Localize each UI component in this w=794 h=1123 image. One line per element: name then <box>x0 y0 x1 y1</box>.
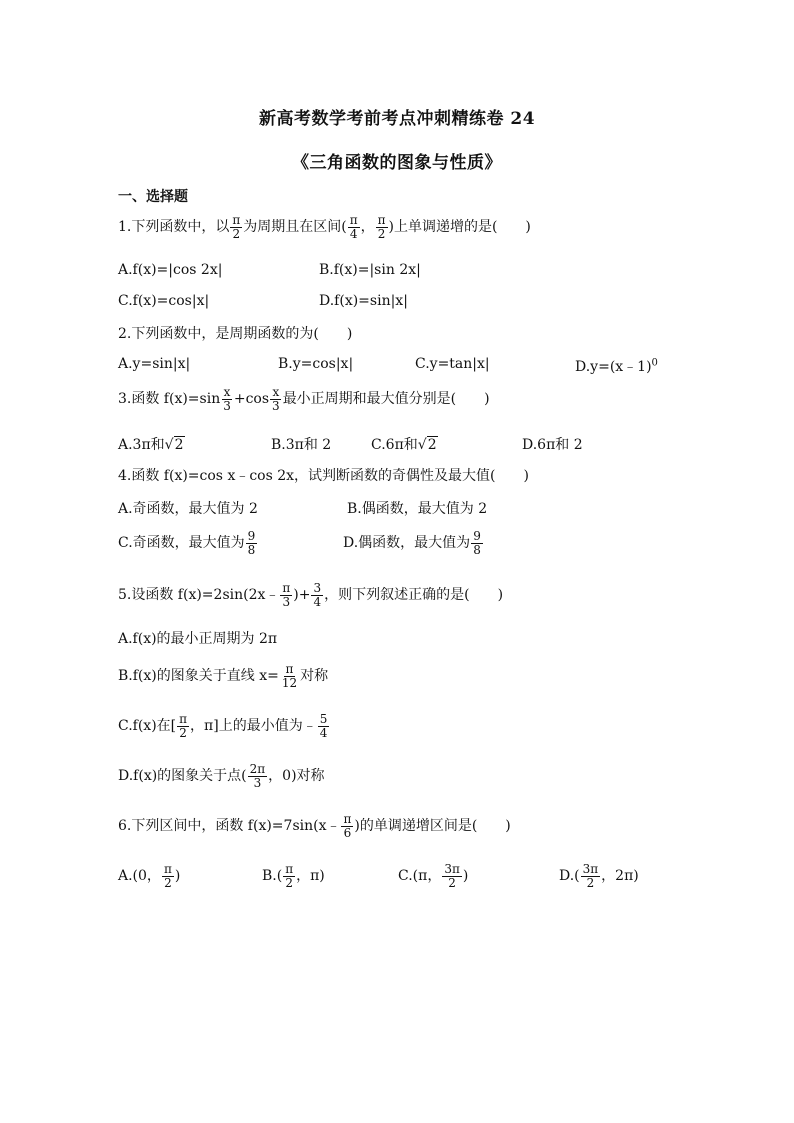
q2-option-c: C.y=tan|x| <box>415 356 490 372</box>
q5-fraction-1: $\frac{\pi}{3}$ <box>282 581 291 609</box>
question-2: 2.下列函数中，是周期函数的为( ) <box>118 326 353 342</box>
q4-option-d: D.偶函数，最大值为 $\frac{9}{8}$ <box>343 529 481 557</box>
q1-fraction-3: $\frac{\pi}{2}$ <box>377 213 386 241</box>
question-1: 1.下列函数中，以 $\frac{\pi}{2}$ 为周期且在区间( $\frac{\pi}{4}$ ， $\frac{\pi}{2}$ )上单调递增的是( ) <box>118 213 531 241</box>
q1-option-c: C.f(x)=cos|x| <box>118 293 210 309</box>
page-subtitle: 《三角函数的图象与性质》 <box>292 153 502 173</box>
q1-option-b: B.f(x)=|sin 2x| <box>319 262 421 278</box>
q5-option-a: A.f(x)的最小正周期为 2π <box>118 631 278 647</box>
q1-fraction-2: $\frac{\pi}{4}$ <box>349 213 358 241</box>
q6-option-b: B.( $\frac{\pi}{2}$ ，π) <box>262 862 325 890</box>
q3-fraction-1: $\frac{x}{3}$ <box>223 385 231 413</box>
q3-fraction-2: $\frac{x}{3}$ <box>272 385 280 413</box>
q1-text-prefix: 1.下列函数中，以 <box>118 219 230 236</box>
section-heading: 一、选择题 <box>118 189 188 205</box>
q4-option-a: A.奇函数，最大值为 2 <box>118 501 258 517</box>
q3-option-a: A.3π和√2 <box>118 437 184 453</box>
question-5: 5.设函数 f(x)=2sin(2x﹣ $\frac{\pi}{3}$ )+ $\frac{3}{4}$ ，则下列叙述正确的是( ) <box>118 581 504 609</box>
q1-text-mid: 为周期且在区间( <box>243 219 347 236</box>
q3-option-c: C.6π和√2 <box>371 437 437 453</box>
q1-option-a: A.f(x)=|cos 2x| <box>118 262 223 278</box>
q5-option-c: C.f(x)在[ $\frac{\pi}{2}$ ，π]上的最小值为﹣ $\frac{5}{4}$ <box>118 712 328 740</box>
question-4: 4.函数 f(x)=cos x﹣cos 2x，试判断函数的奇偶性及最大值( ) <box>118 468 529 484</box>
sqrt-symbol: √2 <box>417 437 437 453</box>
q6-option-d: D.( $\frac{3\pi}{2}$ ，2π) <box>559 862 639 890</box>
q6-option-c: C.(π， $\frac{3\pi}{2}$ ) <box>398 862 469 890</box>
q4-option-b: B.偶函数，最大值为 2 <box>347 501 488 517</box>
q2-option-b: B.y=cos|x| <box>278 356 354 372</box>
q1-option-d: D.f(x)=sin|x| <box>319 293 408 309</box>
page-title: 新高考数学考前考点冲刺精练卷 24 <box>258 109 536 129</box>
q5-option-d: D.f(x)的图象关于点( $\frac{2\pi}{3}$ ，0)对称 <box>118 762 325 790</box>
q5-option-b: B.f(x)的图象关于直线 x= $\frac{\pi}{12}$ 对称 <box>118 662 329 690</box>
q5-fraction-2: $\frac{3}{4}$ <box>313 581 322 609</box>
q3-option-b: B.3π和 2 <box>271 437 332 453</box>
q6-option-a: A.(0， $\frac{\pi}{2}$ ) <box>118 862 181 890</box>
q2-option-d: D.y=(x﹣1)$^0$ <box>575 357 658 375</box>
q1-text-suffix: )上单调递增的是( ) <box>388 219 531 236</box>
sqrt-symbol: √2 <box>164 437 184 453</box>
q3-option-d: D.6π和 2 <box>522 437 583 453</box>
q2-option-a: A.y=sin|x| <box>118 356 191 372</box>
q4-option-c: C.奇函数，最大值为 $\frac{9}{8}$ <box>118 529 256 557</box>
question-3: 3.函数 f(x)=sin $\frac{x}{3}$ +cos $\frac{x}{3}$ 最小正周期和最大值分别是( ) <box>118 385 490 413</box>
question-6: 6.下列区间中，函数 f(x)=7sin(x﹣ $\frac{\pi}{6}$ )的单调递增区间是( ) <box>118 812 511 840</box>
q6-fraction: $\frac{\pi}{6}$ <box>343 812 352 840</box>
q1-fraction-1: $\frac{\pi}{2}$ <box>232 213 241 241</box>
